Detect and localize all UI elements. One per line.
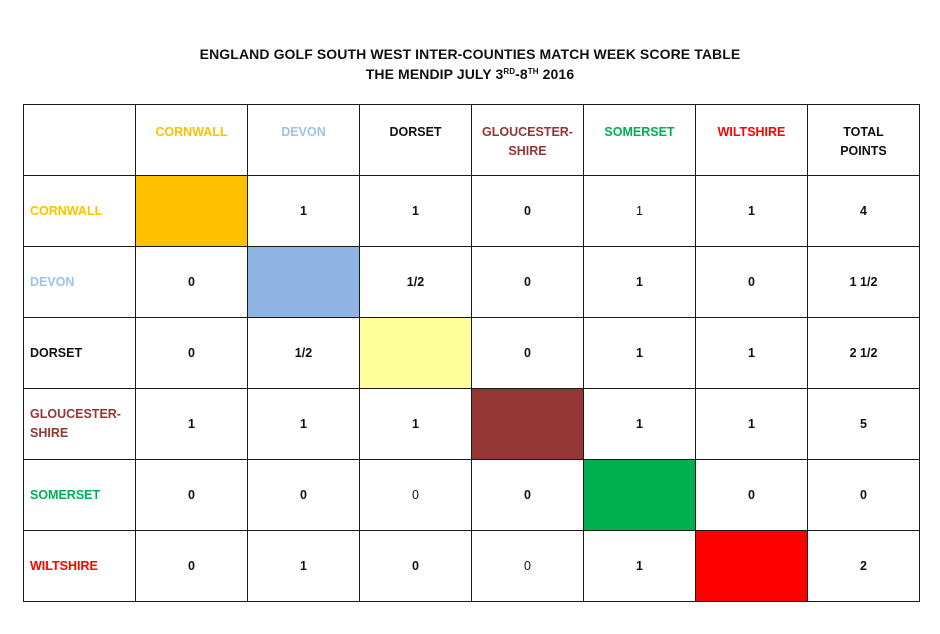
self-match-cell-dorset (360, 318, 472, 389)
header-cornwall: CORNWALL (136, 105, 248, 176)
score-cell: 1 (136, 389, 248, 460)
row-label-dorset: DORSET (24, 318, 136, 389)
score-cell: 0 (360, 460, 472, 531)
score-cell: 0 (472, 318, 584, 389)
title-date-range: -8 (515, 66, 528, 82)
title-venue: THE MENDIP JULY 3 (365, 66, 504, 82)
score-cell: 0 (696, 247, 808, 318)
total-points-cell: 2 1/2 (808, 318, 920, 389)
row-label-wiltshire: WILTSHIRE (24, 531, 136, 602)
row-label-somerset: SOMERSET (24, 460, 136, 531)
total-points-cell: 0 (808, 460, 920, 531)
row-devon (24, 247, 920, 318)
score-cell: 1 (248, 176, 360, 247)
header-total-points: TOTAL POINTS (808, 105, 920, 176)
score-cell: 0 (136, 318, 248, 389)
score-cell: 0 (248, 460, 360, 531)
row-cornwall (24, 176, 920, 247)
score-cell: 0 (472, 460, 584, 531)
total-points-cell: 1 1/2 (808, 247, 920, 318)
score-cell: 1 (584, 531, 696, 602)
score-cell: 1 (696, 176, 808, 247)
score-cell: 1 (248, 389, 360, 460)
score-cell: 0 (472, 176, 584, 247)
score-cell: 0 (696, 460, 808, 531)
score-table (23, 104, 920, 602)
self-match-cell-wiltshire (696, 531, 808, 602)
score-cell: 1 (584, 389, 696, 460)
row-label-gloucestershire: GLOUCESTER- SHIRE (24, 389, 136, 460)
title-line-1: ENGLAND GOLF SOUTH WEST INTER-COUNTIES MATCH WEEK SCORE TABLE (199, 46, 741, 62)
self-match-cell-somerset (584, 460, 696, 531)
row-gloucestershire (24, 389, 920, 460)
page-title (0, 44, 940, 84)
header-row (24, 105, 920, 176)
score-cell: 1 (696, 318, 808, 389)
score-cell: 0 (136, 531, 248, 602)
score-cell: 0 (472, 247, 584, 318)
score-cell: 0 (472, 531, 584, 602)
row-label-devon: DEVON (24, 247, 136, 318)
score-cell: 0 (136, 247, 248, 318)
header-devon: DEVON (248, 105, 360, 176)
score-cell: 0 (136, 460, 248, 531)
title-year: 2016 (538, 66, 575, 82)
score-cell: 1/2 (248, 318, 360, 389)
total-points-cell: 5 (808, 389, 920, 460)
title-line-2 (0, 64, 940, 84)
header-corner (24, 105, 136, 176)
score-cell: 1/2 (360, 247, 472, 318)
row-label-cornwall: CORNWALL (24, 176, 136, 247)
score-cell: 0 (360, 531, 472, 602)
total-points-cell: 4 (808, 176, 920, 247)
score-cell: 1 (360, 389, 472, 460)
score-cell: 1 (584, 176, 696, 247)
self-match-cell-gloucestershire (472, 389, 584, 460)
score-cell: 1 (248, 531, 360, 602)
score-cell: 1 (584, 318, 696, 389)
header-dorset: DORSET (360, 105, 472, 176)
score-cell: 1 (360, 176, 472, 247)
row-dorset (24, 318, 920, 389)
header-gloucestershire: GLOUCESTER- SHIRE (472, 105, 584, 176)
score-cell: 1 (696, 389, 808, 460)
score-cell: 1 (584, 247, 696, 318)
self-match-cell-cornwall (136, 176, 248, 247)
row-somerset (24, 460, 920, 531)
total-points-cell: 2 (808, 531, 920, 602)
self-match-cell-devon (248, 247, 360, 318)
header-wiltshire: WILTSHIRE (696, 105, 808, 176)
row-wiltshire (24, 531, 920, 602)
title-ordinal-th: TH (527, 67, 539, 76)
title-ordinal-rd: RD (503, 67, 516, 76)
header-somerset: SOMERSET (584, 105, 696, 176)
